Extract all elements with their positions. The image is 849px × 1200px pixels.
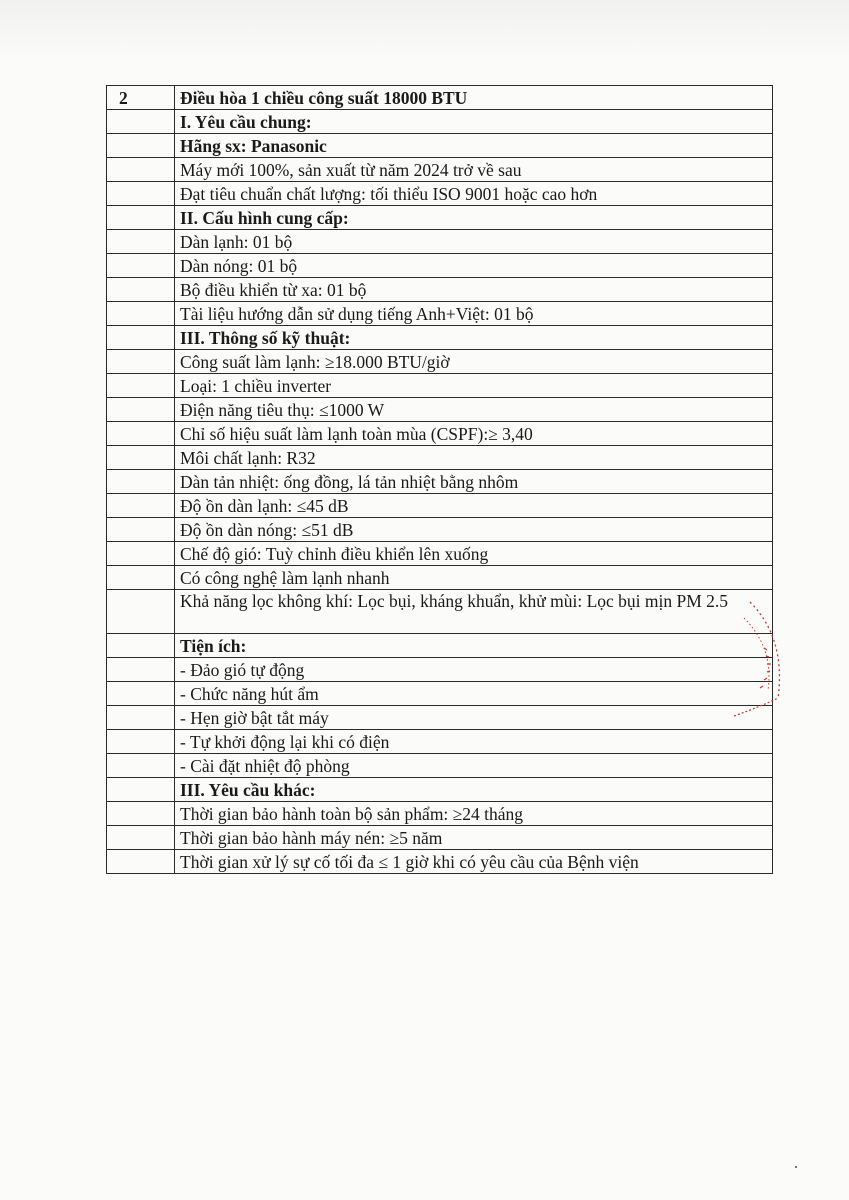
row-number-cell [107, 494, 175, 518]
table-row [107, 158, 773, 182]
row-number-cell [107, 158, 175, 182]
row-content-cell: Tiện ích: [175, 634, 773, 658]
table-row [107, 658, 773, 682]
spec-table [106, 85, 773, 874]
red-stamp-fragment [734, 598, 794, 718]
row-number-cell: 2 [107, 86, 175, 110]
row-content-cell: Thời gian bảo hành máy nén: ≥5 năm [175, 826, 773, 850]
row-number-cell [107, 518, 175, 542]
row-number-cell [107, 590, 175, 634]
row-content-cell: Đạt tiêu chuẩn chất lượng: tối thiểu ISO 9001 hoặc cao hơn [175, 182, 773, 206]
table-row [107, 470, 773, 494]
table-row [107, 230, 773, 254]
row-number-cell [107, 134, 175, 158]
row-number-cell [107, 446, 175, 470]
row-content-cell: Hãng sx: Panasonic [175, 134, 773, 158]
row-number-cell [107, 254, 175, 278]
table-row [107, 590, 773, 634]
row-number-cell [107, 826, 175, 850]
scan-speck [795, 1166, 797, 1168]
row-number-cell [107, 658, 175, 682]
row-content-cell: Công suất làm lạnh: ≥18.000 BTU/giờ [175, 350, 773, 374]
table-row [107, 802, 773, 826]
row-number-cell [107, 778, 175, 802]
row-number-cell [107, 754, 175, 778]
table-row [107, 706, 773, 730]
spec-table-body [107, 86, 773, 874]
table-row [107, 518, 773, 542]
row-content-cell: Chế độ gió: Tuỳ chỉnh điều khiển lên xuống [175, 542, 773, 566]
row-content-cell: - Đảo gió tự động [175, 658, 773, 682]
row-number-cell [107, 566, 175, 590]
row-content-cell: I. Yêu cầu chung: [175, 110, 773, 134]
row-number-cell [107, 302, 175, 326]
table-row [107, 398, 773, 422]
table-row [107, 754, 773, 778]
table-row [107, 826, 773, 850]
table-row [107, 206, 773, 230]
row-content-cell: II. Cấu hình cung cấp: [175, 206, 773, 230]
row-content-cell: Điện năng tiêu thụ: ≤1000 W [175, 398, 773, 422]
row-content-cell: - Hẹn giờ bật tắt máy [175, 706, 773, 730]
row-content-cell: Bộ điều khiển từ xa: 01 bộ [175, 278, 773, 302]
row-number-cell [107, 634, 175, 658]
table-row [107, 446, 773, 470]
table-row [107, 182, 773, 206]
row-number-cell [107, 542, 175, 566]
row-content-cell: - Chức năng hút ẩm [175, 682, 773, 706]
row-number-cell [107, 206, 175, 230]
table-row [107, 374, 773, 398]
row-content-cell: Máy mới 100%, sản xuất từ năm 2024 trở về sau [175, 158, 773, 182]
table-row [107, 350, 773, 374]
stamp-lower-arc [734, 698, 778, 716]
row-content-cell: Có công nghệ làm lạnh nhanh [175, 566, 773, 590]
row-number-cell [107, 682, 175, 706]
row-content-cell: Dàn nóng: 01 bộ [175, 254, 773, 278]
row-number-cell [107, 326, 175, 350]
table-row [107, 110, 773, 134]
row-number-cell [107, 802, 175, 826]
row-content-cell: III. Yêu cầu khác: [175, 778, 773, 802]
row-content-cell: Dàn tản nhiệt: ống đồng, lá tản nhiệt bằng nhôm [175, 470, 773, 494]
row-number-cell [107, 850, 175, 874]
row-content-cell: Loại: 1 chiều inverter [175, 374, 773, 398]
table-row [107, 542, 773, 566]
row-content-cell: Khả năng lọc không khí: Lọc bụi, kháng khuẩn, khử mùi: Lọc bụi mịn PM 2.5 [175, 590, 773, 634]
table-row [107, 634, 773, 658]
table-row [107, 134, 773, 158]
table-row [107, 730, 773, 754]
table-row [107, 566, 773, 590]
row-content-cell: Chỉ số hiệu suất làm lạnh toàn mùa (CSPF):≥ 3,40 [175, 422, 773, 446]
row-content-cell: Điều hòa 1 chiều công suất 18000 BTU [175, 86, 773, 110]
row-content-cell: Thời gian bảo hành toàn bộ sản phẩm: ≥24 tháng [175, 802, 773, 826]
table-row [107, 422, 773, 446]
row-number-cell [107, 374, 175, 398]
row-content-cell: Tài liệu hướng dẫn sử dụng tiếng Anh+Việt: 01 bộ [175, 302, 773, 326]
table-row [107, 254, 773, 278]
row-content-cell: Độ ồn dàn lạnh: ≤45 dB [175, 494, 773, 518]
table-row [107, 778, 773, 802]
row-content-cell: - Tự khởi động lại khi có điện [175, 730, 773, 754]
row-content-cell: Môi chất lạnh: R32 [175, 446, 773, 470]
row-number-cell [107, 398, 175, 422]
row-number-cell [107, 230, 175, 254]
table-row [107, 302, 773, 326]
stamp-text-marks [760, 648, 771, 688]
row-number-cell [107, 706, 175, 730]
row-content-cell: Độ ồn dàn nóng: ≤51 dB [175, 518, 773, 542]
row-number-cell [107, 182, 175, 206]
table-row [107, 278, 773, 302]
row-content-cell: - Cài đặt nhiệt độ phòng [175, 754, 773, 778]
row-number-cell [107, 278, 175, 302]
row-number-cell [107, 730, 175, 754]
stamp-outer-arc [750, 602, 779, 698]
row-number-cell [107, 470, 175, 494]
scan-shadow [0, 0, 849, 60]
table-row [107, 494, 773, 518]
table-row [107, 86, 773, 110]
row-content-cell: Dàn lạnh: 01 bộ [175, 230, 773, 254]
table-row [107, 850, 773, 874]
row-number-cell [107, 350, 175, 374]
row-content-cell: III. Thông số kỹ thuật: [175, 326, 773, 350]
row-number-cell [107, 110, 175, 134]
table-row [107, 326, 773, 350]
table-row [107, 682, 773, 706]
row-content-cell: Thời gian xử lý sự cố tối đa ≤ 1 giờ khi có yêu cầu của Bệnh viện [175, 850, 773, 874]
row-number-cell [107, 422, 175, 446]
